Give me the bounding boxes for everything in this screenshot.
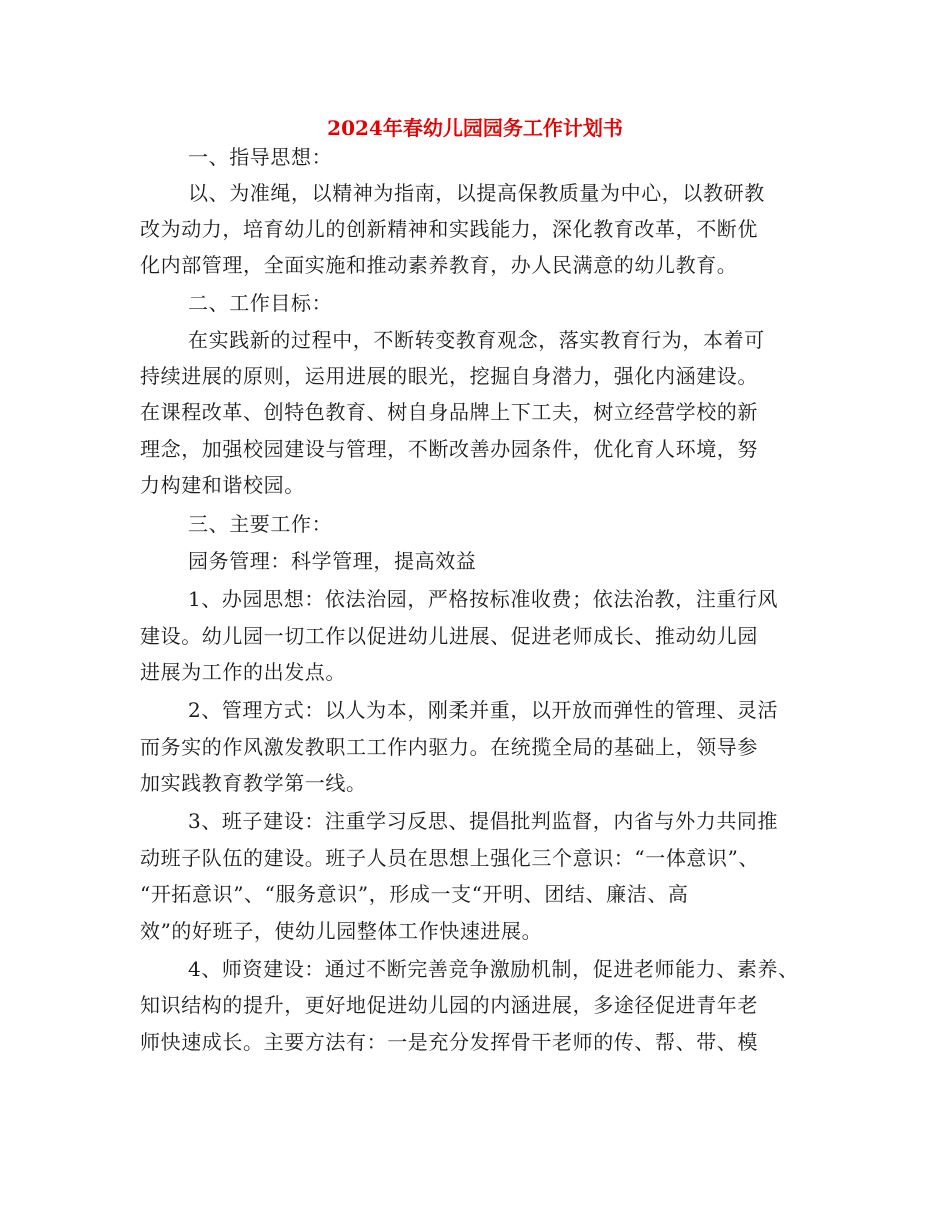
section-heading-guiding-ideology: 一、指导思想： — [188, 145, 333, 169]
paragraph-line: 改为动力，培育幼儿的创新精神和实践能力，深化教育改革，不断优 — [140, 217, 758, 241]
paragraph-line: 加实践教育教学第一线。 — [140, 771, 367, 795]
paragraph-line: 在实践新的过程中，不断转变教育观念，落实教育行为，本着可 — [188, 328, 765, 352]
paragraph-line: 效”的好班子，使幼儿园整体工作快速进展。 — [140, 919, 543, 943]
subheading-garden-management: 园务管理：科学管理，提高效益 — [188, 549, 477, 573]
paragraph-line: 知识结构的提升，更好地促进幼儿园的内涵进展，多途径促进青年老 — [140, 993, 758, 1017]
paragraph-line: 持续进展的原则，运用进展的眼光，挖掘自身潜力，强化内涵建设。 — [140, 364, 758, 388]
paragraph-line: 师快速成长。主要方法有：一是充分发挥骨干老师的传、帮、带、模 — [140, 1030, 758, 1054]
section-heading-main-work: 三、主要工作： — [188, 512, 333, 536]
paragraph-line: 力构建和谐校园。 — [140, 473, 305, 497]
paragraph-line: 化内部管理，全面实施和推动素养教育，办人民满意的幼儿教育。 — [140, 253, 738, 277]
paragraph-line: 建设。幼儿园一切工作以促进幼儿进展、促进老师成长、推动幼儿园 — [140, 624, 758, 648]
paragraph-line: 4、师资建设：通过不断完善竞争激励机制，促进老师能力、素养、 — [188, 957, 799, 981]
paragraph-line: 动班子队伍的建设。班子人员在思想上强化三个意识：“一体意识”、 — [140, 846, 760, 870]
paragraph-line: 进展为工作的出发点。 — [140, 660, 346, 684]
paragraph-line: 而务实的作风激发教职工工作内驱力。在统揽全局的基础上，领导参 — [140, 735, 758, 759]
paragraph-line: 理念，加强校园建设与管理，不断改善办园条件，优化育人环境，努 — [140, 437, 758, 461]
paragraph-line: “开拓意识”、“服务意识”，形成一支“开明、团结、廉洁、高 — [140, 882, 689, 906]
paragraph-line: 以、为准绳，以精神为指南，以提高保教质量为中心，以教研教 — [188, 181, 765, 205]
paragraph-line: 3、班子建设：注重学习反思、提倡批判监督，内省与外力共同推 — [188, 809, 779, 833]
paragraph-line: 在课程改革、创特色教育、树自身品牌上下工夫，树立经营学校的新 — [140, 400, 758, 424]
section-heading-work-goals: 二、工作目标： — [188, 291, 333, 315]
document-title: 2024年春幼儿园园务工作计划书 — [327, 116, 623, 140]
paragraph-line: 1、办园思想：依法治园，严格按标准收费；依法治教，注重行风 — [188, 587, 779, 611]
paragraph-line: 2、管理方式：以人为本，刚柔并重，以开放而弹性的管理、灵活 — [188, 698, 779, 722]
